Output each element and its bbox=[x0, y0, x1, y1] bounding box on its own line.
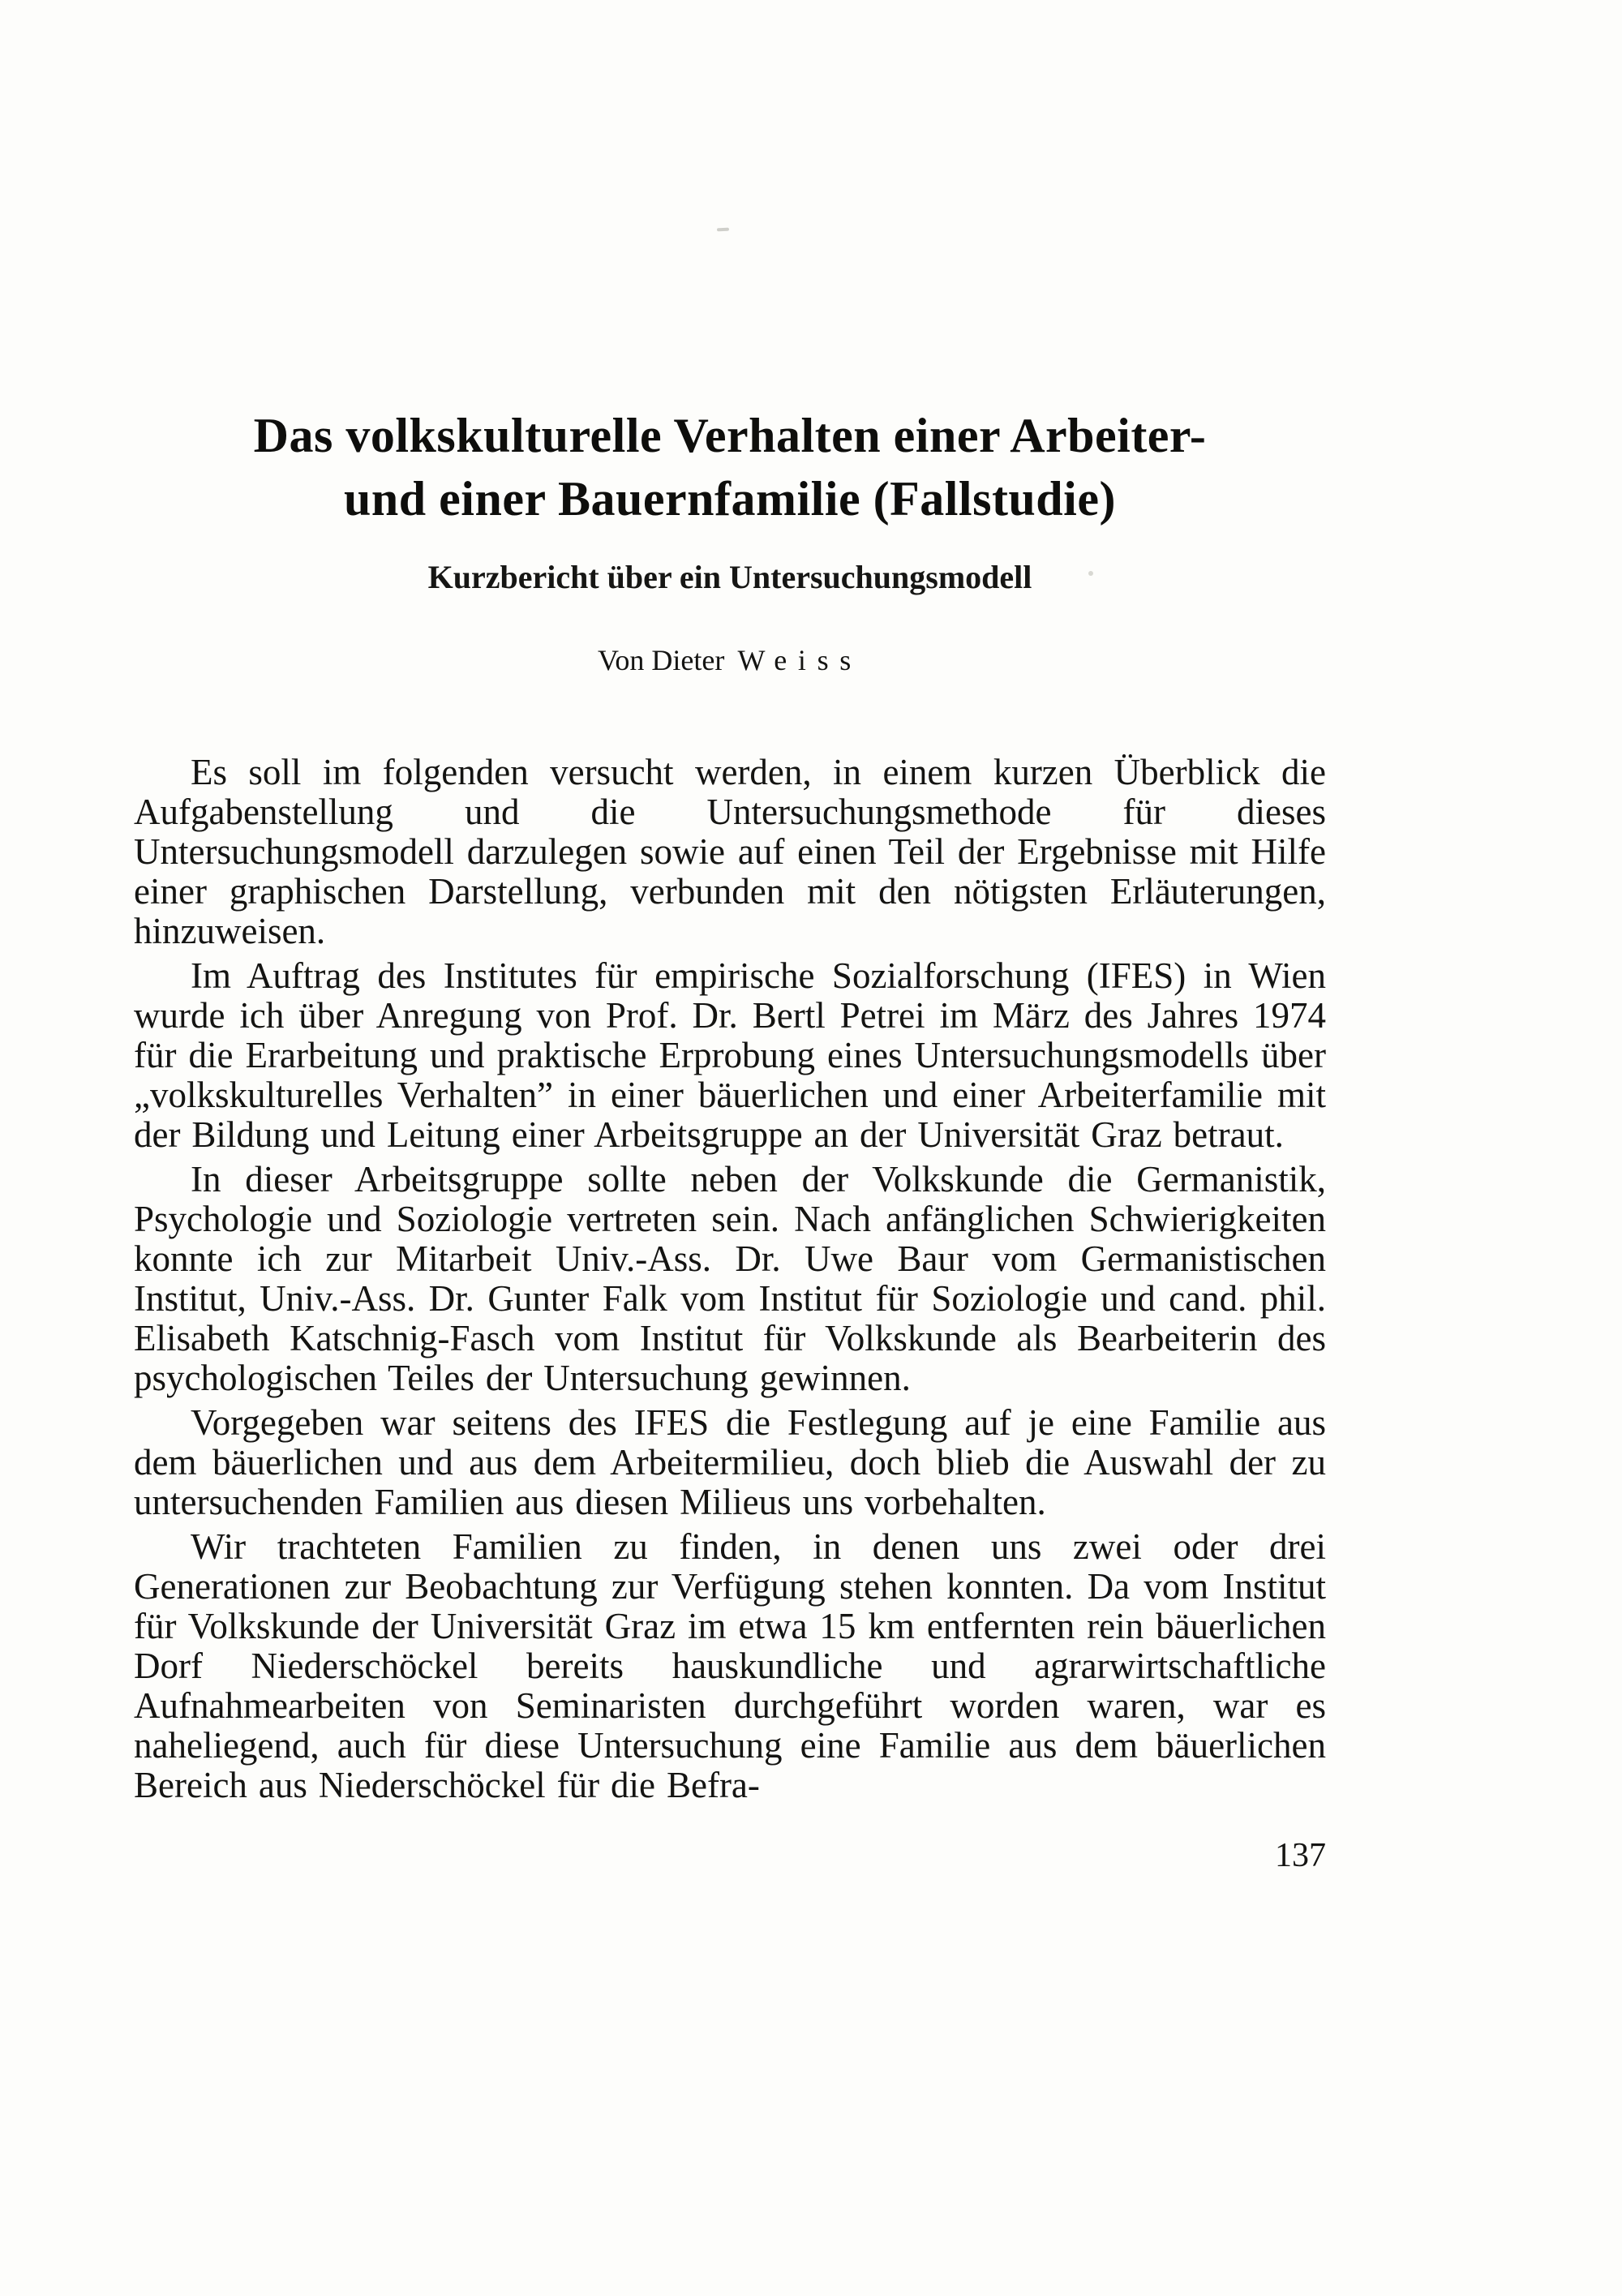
article-title bbox=[134, 404, 1326, 530]
paragraph: Vorgegeben war seitens des IFES die Festlegung auf je eine Familie aus dem bäuerlichen und aus dem Arbeitermilieu, doch blieb die Auswahl der zu untersuchenden Familien aus diesen Milieus uns vorbehalten. bbox=[134, 1402, 1326, 1522]
article-content bbox=[134, 0, 1326, 1875]
paragraph: Wir trachteten Familien zu finden, in denen uns zwei oder drei Generationen zur Beobachtung zur Verfügung stehen konnten. Da vom Institut für Volkskunde der Universität Graz im etwa 15 km entfernten rein bäuerlichen Dorf Niederschöckel bereits hauskundliche und agrarwirtschaftliche Aufnahmearbeiten von Seminaristen durchgeführt worden waren, war es naheliegend, auch für diese Untersuchung eine Familie aus dem bäuerlichen Bereich aus Niederschöckel für die Befra- bbox=[134, 1526, 1326, 1805]
paragraph: In dieser Arbeitsgruppe sollte neben der Volkskunde die Germanistik, Psychologie und Soziologie vertreten sein. Nach anfänglichen Schwierigkeiten konnte ich zur Mitarbeit Univ.-Ass. Dr. Uwe Baur vom Germanistischen Institut, Univ.-Ass. Dr. Gunter Falk vom Institut für Soziologie und cand. phil. Elisabeth Katschnig-Fasch vom Institut für Volkskunde als Bearbeiterin des psychologischen Teiles der Untersuchung gewinnen. bbox=[134, 1159, 1326, 1398]
article-subtitle: Kurzbericht über ein Untersuchungsmodell bbox=[427, 559, 1032, 595]
page-number: 137 bbox=[1275, 1837, 1326, 1874]
article-body bbox=[134, 753, 1326, 1805]
paragraph: Im Auftrag des Institutes für empirische Sozialforschung (IFES) in Wien wurde ich über Anregung von Prof. Dr. Bertl Petrei im März des Jahres 1974 für die Erarbeitung und praktische Erprobung eines Untersuchungsmodells über „volkskulturelles Verhalten” in einer bäuerlichen und einer Arbeiterfamilie mit der Bildung und Leitung einer Arbeitsgruppe an der Universität Graz betraut. bbox=[134, 955, 1326, 1155]
article-title-line-2: und einer Bauernfamilie (Fallstudie) bbox=[344, 472, 1116, 526]
byline-prefix: Von Dieter bbox=[598, 644, 725, 676]
byline-author-name: Weiss bbox=[737, 644, 862, 676]
article-header bbox=[134, 404, 1326, 678]
byline bbox=[134, 642, 1326, 678]
paragraph: Es soll im folgenden versucht werden, in einem kurzen Überblick die Aufgabenstellung und die Untersuchungsmethode für dieses Untersuchungsmodell darzulegen sowie auf einen Teil der Ergebnisse mit Hilfe einer graphischen Darstellung, verbunden mit den nötigsten Erläuterungen, hinzuweisen. bbox=[134, 752, 1326, 951]
article-title-line-1: Das volkskulturelle Verhalten einer Arbeiter- bbox=[253, 409, 1207, 462]
